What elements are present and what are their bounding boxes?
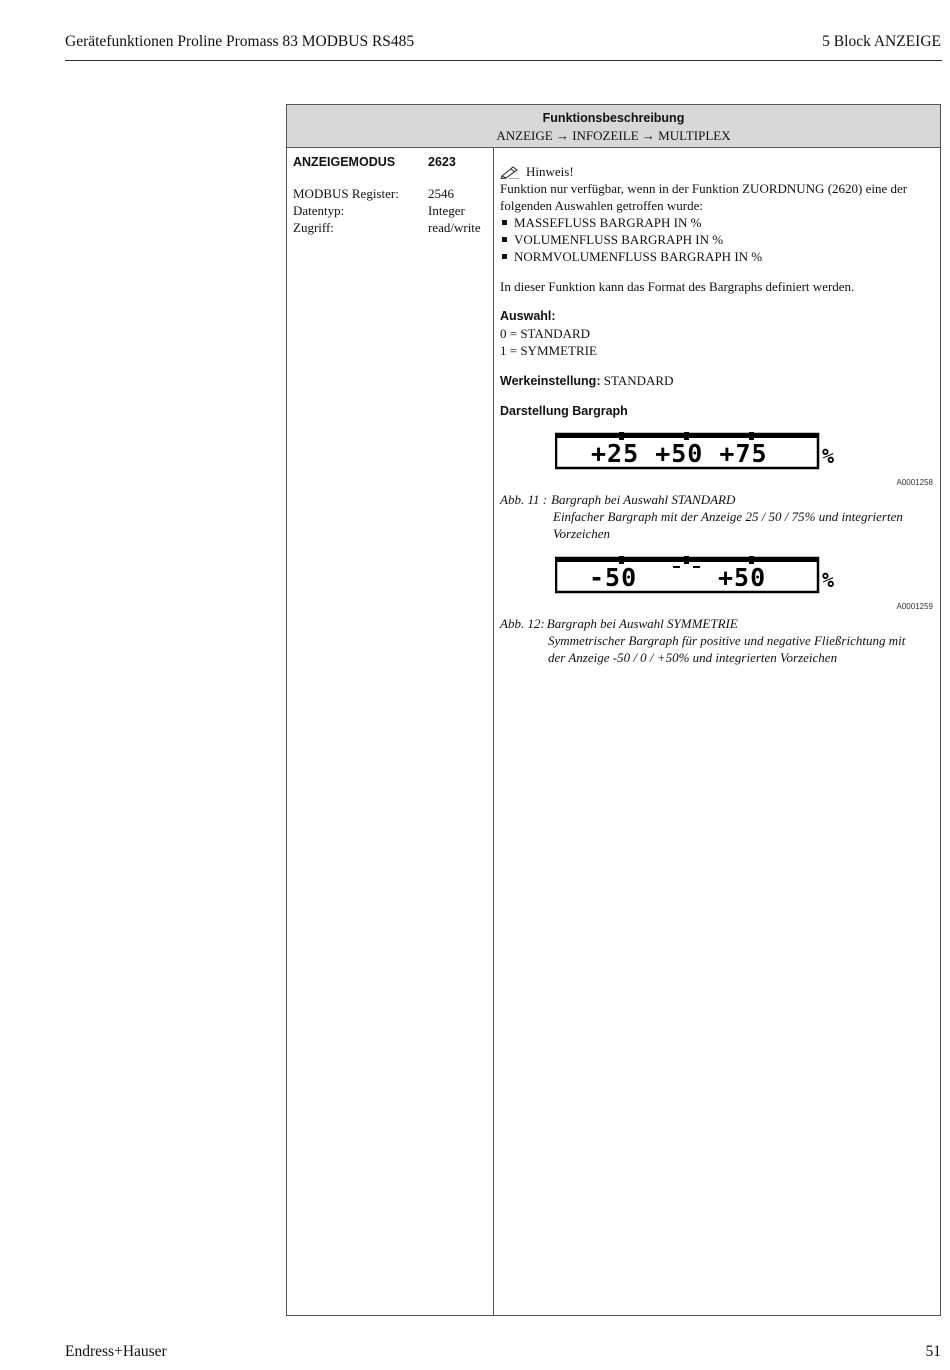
lcd-standard-unit: %: [822, 444, 835, 468]
figure-id-12: A0001259: [896, 602, 933, 611]
header-rule: [65, 60, 942, 61]
figure-caption-12-line-3: der Anzeige -50 / 0 / +50% und integrierten Vorzeichen: [548, 650, 838, 665]
table-header-title: Funktionsbeschreibung: [542, 111, 685, 125]
factory-value: STANDARD: [603, 373, 674, 388]
pencil-icon: [500, 165, 520, 179]
meta-label-access: Zugriff:: [293, 220, 334, 235]
figure-caption-12-line-2: Symmetrischer Bargraph für positive und negative Fließrichtung mit: [548, 633, 906, 648]
lcd-symmetry-right: +50: [718, 563, 767, 592]
description-text: In dieser Funktion kann das Format des Bargraphs definiert werden.: [500, 279, 855, 294]
note-title: Hinweis!: [526, 164, 574, 179]
meta-value-datatype: Integer: [428, 203, 465, 218]
header-title: Gerätefunktionen Proline Promass 83 MODBUS RS485: [65, 33, 415, 50]
lcd-symmetry-figure: [555, 556, 845, 596]
function-description: [500, 163, 935, 666]
meta-value-access: read/write: [428, 220, 481, 235]
table-header: [287, 105, 940, 148]
footer-brand: Endress+Hauser: [65, 1343, 167, 1360]
function-table: [286, 104, 941, 1316]
header-section: 5 Block ANZEIGE: [822, 33, 941, 50]
selection-option-0: 0 = STANDARD: [500, 326, 591, 341]
figure-label-11: Abb. 11 :: [500, 492, 548, 507]
option-list: [500, 214, 935, 265]
figure-caption-11-line-3: Vorzeichen: [553, 526, 611, 541]
figure-caption-12-line-1: Bargraph bei Auswahl SYMMETRIE: [546, 616, 738, 631]
list-item: VOLUMENFLUSS BARGRAPH IN %: [500, 231, 935, 248]
bargraph-title: Darstellung Bargraph: [500, 404, 628, 418]
selection-title: Auswahl:: [500, 309, 556, 323]
figure-caption-11-line-2: Einfacher Bargraph mit der Anzeige 25 / 50 / 75% und integrierten: [553, 509, 903, 524]
meta-label-datatype: Datentyp:: [293, 203, 345, 218]
column-divider: [493, 148, 494, 1315]
note-heading: [500, 163, 935, 180]
list-item: MASSEFLUSS BARGRAPH IN %: [500, 214, 935, 231]
figure-id-11: A0001258: [896, 478, 933, 487]
figure-caption-12: [500, 615, 935, 632]
note-text-2: folgenden Auswahlen getroffen wurde:: [500, 198, 704, 213]
meta-label-register: MODBUS Register:: [293, 186, 399, 201]
lcd-symmetry-left: -50: [589, 563, 638, 592]
factory-label: Werkeinstellung:: [500, 374, 601, 388]
lcd-standard-figure: [555, 432, 845, 472]
meta-value-register: 2546: [428, 186, 454, 201]
table-header-path: ANZEIGE → INFOZEILE → MULTIPLEX: [496, 128, 731, 143]
figure-caption-11: [500, 491, 935, 508]
function-name: ANZEIGEMODUS: [293, 155, 396, 169]
function-code: 2623: [428, 155, 456, 169]
note-text-1: Funktion nur verfügbar, wenn in der Funktion ZUORDNUNG (2620) eine der: [500, 181, 908, 196]
selection-option-1: 1 = SYMMETRIE: [500, 343, 597, 358]
figure-caption-11-line-1: Bargraph bei Auswahl STANDARD: [551, 492, 736, 507]
page-number: 51: [925, 1343, 941, 1360]
figure-label-12: Abb. 12:: [500, 616, 545, 631]
lcd-standard-text: +25 +50 +75: [591, 439, 768, 468]
lcd-symmetry-unit: %: [822, 568, 835, 592]
factory-setting: [500, 372, 935, 390]
list-item: NORMVOLUMENFLUSS BARGRAPH IN %: [500, 248, 935, 265]
